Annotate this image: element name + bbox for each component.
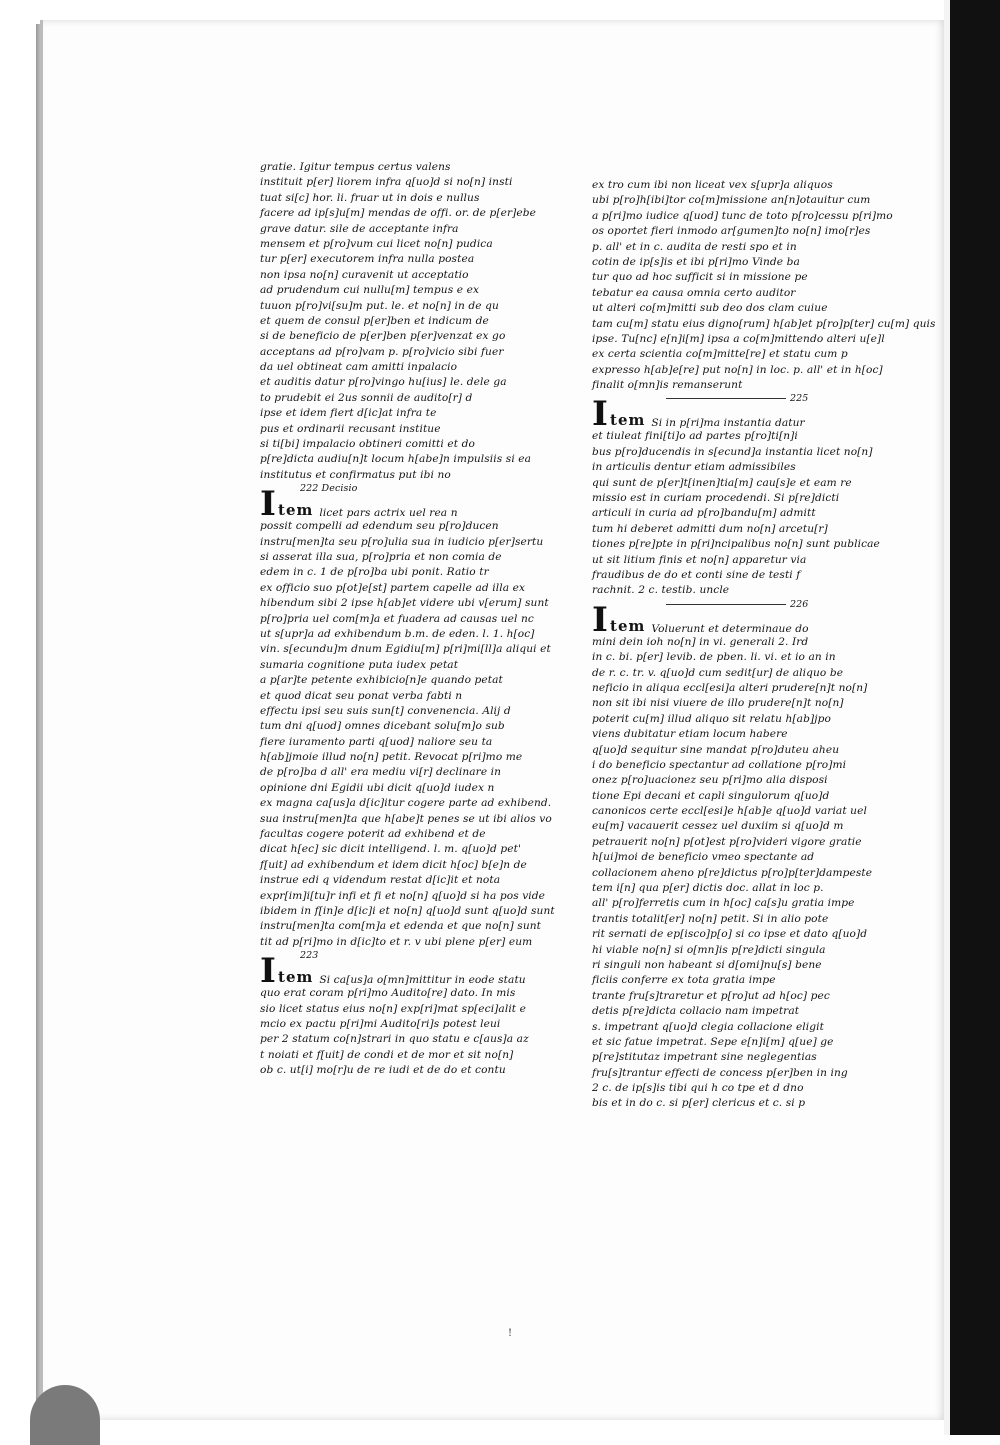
text-line: rachnit. 2 c. testib. uncle: [592, 584, 730, 597]
text-line: tit ad p[ri]mo in d[ic]to et r. v ubi plene p[er] eum: [260, 935, 533, 948]
decorated-initial: I: [592, 599, 609, 640]
text-line: hibendum sibi 2 ipse h[ab]et videre ubi v[erum] sunt: [260, 597, 549, 610]
text-line: tione Epi decani et capli singulorum q[uo]d: [592, 789, 830, 802]
text-line: et auditis datur p[ro]vingo hu[ius] le. dele ga: [260, 376, 507, 389]
text-line: tur quo ad hoc sufficit si in missione pe: [592, 271, 808, 284]
text-line: facultas cogere poterit ad exhibend et de: [260, 828, 486, 841]
text-line: eu[m] vacauerit cessez uel duxiim si q[uo]d m: [592, 820, 844, 833]
text-line: viens dubitatur etiam locum habere: [592, 728, 788, 741]
left-item-1-body: [260, 519, 555, 950]
text-line: instituit p[er] liorem infra q[uo]d si no[n] insti: [260, 176, 513, 189]
text-line: acceptans ad p[ro]vam p. p[ro]vicio sibi fuer: [260, 345, 504, 358]
text-line: vin. s[ecundu]m dnum Egidiu[m] p[ri]mi[ll]a aliqui et: [260, 643, 551, 656]
right-item-1-body: [592, 429, 880, 598]
text-line: petrauerit no[n] p[ot]est p[ro]videri vigore gratie: [592, 835, 862, 848]
text-line: q[uo]d sequitur sine mandat p[ro]duteu aheu: [592, 743, 840, 756]
text-line: pus et ordinarii recusant institue: [260, 422, 441, 435]
text-line: per 2 statum co[n]strari in quo statu e c[aus]a az: [260, 1033, 529, 1046]
text-line: h[ui]moi de beneficio vmeo spectante ad: [592, 851, 815, 864]
text-line: ex magna ca[us]a d[ic]itur cogere parte ad exhibend.: [260, 797, 552, 810]
item-first-line: Voluerunt et determinaue do: [651, 622, 809, 635]
text-line: collacionem aheno p[re]dictus p[ro]p[ter]dampeste: [592, 866, 873, 879]
text-line: sio licet status eius no[n] exp[ri]mat sp[eci]alit e: [260, 1002, 526, 1015]
text-line: to prudebit ei 2us sonnii de audito[r] d: [260, 391, 473, 404]
text-line: ob c. ut[i] mo[r]u de re iudi et de do et contu: [260, 1064, 506, 1077]
text-line: institutus et confirmatus put ibi no: [260, 468, 451, 481]
text-line: onez p[ro]uacionez seu p[ri]mo alia disposi: [592, 774, 828, 787]
right-column-opening-lines: [592, 178, 936, 393]
text-line: fraudibus de do et conti sine de testi f: [592, 568, 801, 581]
text-line: ipse. Tu[nc] e[n]i[m] ipsa a co[m]mittendo alteri u[e]l: [592, 332, 885, 345]
text-line: da uel obtineat cam amitti inpalacio: [260, 361, 458, 374]
text-line: ri singuli non habeant si d[omi]nu[s] bene: [592, 958, 822, 971]
text-line: ut s[upr]a ad exhibendum b.m. de eden. l. 1. h[oc]: [260, 627, 535, 640]
item-first-line: licet pars actrix uel rea n: [319, 507, 458, 520]
right-item-2-body: [592, 635, 873, 1112]
text-line: possit compelli ad edendum seu p[ro]ducen: [260, 520, 499, 533]
text-line: mensem et p[ro]vum cui licet no[n] pudica: [260, 237, 493, 250]
text-line: bis et in do c. si p[er] clericus et c. si p: [592, 1097, 806, 1110]
text-line: de p[ro]ba d all' era mediu vi[r] declinare in: [260, 766, 502, 779]
text-line: fru[s]trantur effecti de concess p[er]ben in ing: [592, 1066, 848, 1079]
text-line: a p[ri]mo iudice q[uod] tunc de toto p[ro]cessu p[ri]mo: [592, 209, 893, 222]
text-line: tuuon p[ro]vi[su]m put. le. et no[n] in de qu: [260, 299, 499, 312]
text-line: et quod dicat seu ponat verba fabti n: [260, 689, 463, 702]
text-line: p[re]stitutaz impetrant sine neglegentias: [592, 1051, 817, 1064]
text-line: ibidem in f[in]e d[ic]i et no[n] q[uo]d sunt q[uo]d sunt: [260, 904, 555, 917]
section-number-226: 226: [592, 599, 842, 611]
text-line: qui sunt de p[er]t[inen]tia[m] cau[s]e et eam re: [592, 476, 852, 489]
text-line: si asserat illa sua, p[ro]pria et non comia de: [260, 550, 502, 563]
text-line: ex certa scientia co[m]mitte[re] et statu cum p: [592, 348, 848, 361]
text-line: tem i[n] qua p[er] dictis doc. allat in loc p.: [592, 882, 824, 895]
text-line: ipse et idem fiert d[ic]at infra te: [260, 407, 437, 420]
item-word: tem: [610, 411, 646, 430]
right-text-column: [592, 178, 936, 1112]
text-line: h[ab]jmoie illud no[n] petit. Revocat p[ri]mo me: [260, 751, 523, 764]
text-line: ad prudendum cui nullu[m] tempus e ex: [260, 284, 480, 297]
text-line: tum dni q[uod] omnes dicebant solu[m]o sub: [260, 720, 505, 733]
text-line: detis p[re]dicta collacio nam impetrat: [592, 1005, 800, 1018]
text-line: si de beneficio de p[er]ben p[er]venzat ex go: [260, 330, 506, 343]
text-line: dicat h[ec] sic dicit intelligend. l. m. q[uo]d pet': [260, 843, 521, 856]
text-line: ex tro cum ibi non liceat vex s[upr]a aliquos: [592, 179, 833, 191]
text-line: tur p[er] executorem infra nulla postea: [260, 253, 475, 266]
text-line: in c. bi. p[er] levib. de pben. li. vi. et io an in: [592, 651, 836, 664]
text-line: hi viable no[n] si o[mn]is p[re]dicti singula: [592, 943, 826, 956]
text-line: ut alteri co[m]mitti sub deo dos clam cuiue: [592, 302, 828, 315]
text-line: expresso h[ab]e[re] put no[n] in loc. p. all' et in h[oc]: [592, 363, 883, 376]
text-line: p[ro]pria uel com[m]a et fuadera ad causas uel nc: [260, 612, 534, 625]
text-line: sua instru[men]ta que h[abe]t penes se ut ibi alios vo: [260, 812, 552, 825]
text-line: de r. c. tr. v. q[uo]d cum sedit[ur] de aliquo be: [592, 666, 844, 679]
item-word: tem: [610, 616, 646, 635]
text-line: instrue edi q videndum restat d[ic]it et nota: [260, 874, 501, 887]
text-line: t noiati et f[uit] de condi et de mor et sit no[n]: [260, 1048, 514, 1061]
text-line: non sit ibi nisi viuere de illo prudere[n]t no[n]: [592, 697, 844, 710]
text-line: tuat si[c] hor. li. fruar ut in dois e nullus: [260, 191, 480, 204]
text-line: sumaria cognitione puta iudex petat: [260, 658, 459, 671]
scan-edge-right: [950, 0, 1000, 1435]
section-number-225: 225: [592, 393, 842, 405]
text-line: tebatur ea causa omnia certo auditor: [592, 286, 796, 299]
item-first-line: Si ca[us]a o[mn]mittitur in eode statu: [319, 974, 526, 987]
text-line: rit sernati de ep[isco]p[o] si co ipse et dato q[uo]d: [592, 928, 868, 941]
left-column-opening-lines: [260, 160, 537, 483]
text-line: bus p[ro]ducendis in s[ecund]a instantia licet no[n]: [592, 445, 873, 458]
text-line: canonicos certe eccl[esi]e h[ab]e q[uo]d variat uel: [592, 805, 867, 818]
text-line: opinione dni Egidii ubi dicit q[uo]d iudex n: [260, 781, 495, 794]
text-line: si ti[bi] impalacio obtineri comitti et do: [260, 438, 475, 451]
text-line: mini dein ioh no[n] in vi. generali 2. Ird: [592, 635, 809, 648]
decorated-initial: I: [592, 394, 609, 435]
item-first-line: Si in p[ri]ma instantia datur: [651, 417, 805, 430]
text-line: tum hi deberet admitti dum no[n] arcetu[r]: [592, 522, 828, 535]
left-text-column: [260, 160, 555, 1078]
text-line: poterit cu[m] illud aliquo sit relatu h[ab]jpo: [592, 712, 831, 725]
text-line: ficiis conferre ex tota gratia impe: [592, 974, 776, 987]
text-line: edem in c. 1 de p[ro]ba ubi ponit. Ratio tr: [260, 566, 489, 579]
text-line: instru[men]ta seu p[ro]ulia sua in iudicio p[er]sertu: [260, 535, 544, 548]
section-number-222: 222 Decisio: [300, 483, 358, 495]
text-line: et tiuleat fini[ti]o ad partes p[ro]ti[n]i: [592, 430, 798, 443]
text-line: instru[men]ta com[m]a et edenda et que no[n] sunt: [260, 920, 542, 933]
text-line: ubi p[ro]h[ibi]tor co[m]missione an[n]otauitur cum: [592, 194, 871, 207]
item-word: tem: [278, 501, 314, 520]
text-line: fiere iuramento parti q[uod] naliore seu ta: [260, 735, 493, 748]
text-line: a p[ar]te petente exhibicio[n]e quando petat: [260, 674, 503, 687]
text-line: effectu ipsi seu suis sun[t] convenencia. Alij d: [260, 704, 511, 717]
decorated-initial: I: [260, 951, 277, 992]
text-line: gratie. Igitur tempus certus valens: [260, 161, 451, 173]
text-line: s. impetrant q[uo]d clegia collacione eligit: [592, 1020, 825, 1033]
text-line: tam cu[m] statu eius digno[rum] h[ab]et p[ro]p[ter] cu[m] quis: [592, 317, 936, 330]
left-item-2-body: [260, 986, 532, 1078]
text-line: p. all' et in c. audita de resti spo et in: [592, 240, 797, 253]
text-line: mcio ex pactu p[ri]mi Audito[ri]s potest leui: [260, 1017, 501, 1030]
text-line: quo erat coram p[ri]mo Audito[re] dato. In mis: [260, 987, 516, 1000]
text-line: ex officio suo p[ot]e[st] partem capelle ad illa ex: [260, 581, 526, 594]
text-line: f[uit] ad exhibendum et idem dicit h[oc] b[e]n de: [260, 858, 527, 871]
text-line: i do beneficio spectantur ad collatione p[ro]mi: [592, 758, 847, 771]
page-mark: !: [508, 1328, 513, 1339]
text-line: trantis totalit[er] no[n] petit. Si in alio pote: [592, 912, 829, 925]
text-line: missio est in curiam procedendi. Si p[re]dicti: [592, 492, 840, 505]
text-line: non ipsa no[n] curavenit ut acceptatio: [260, 268, 469, 281]
text-line: et sic fatue impetrat. Sepe e[n]i[m] q[ue] ge: [592, 1035, 834, 1048]
item-word: tem: [278, 968, 314, 987]
text-line: expr[im]i[tu]r infi et fi et no[n] q[uo]d si ha pos vide: [260, 889, 546, 902]
text-line: 2 c. de ip[s]is tibi qui h co tpe et d dno: [592, 1082, 804, 1095]
text-line: facere ad ip[s]u[m] mendas de offi. or. de p[er]ebe: [260, 207, 537, 220]
text-line: finalit o[mn]is remanserunt: [592, 379, 743, 392]
text-line: os oportet fieri inmodo ar[gumen]to no[n] imo[r]es: [592, 225, 871, 238]
text-line: all' p[ro]ferretis cum in h[oc] ca[s]u gratia impe: [592, 897, 855, 910]
text-line: in articulis dentur etiam admissibiles: [592, 461, 796, 474]
text-line: grave datur. sile de acceptante infra: [260, 222, 459, 235]
section-number-223: 223: [300, 950, 319, 962]
text-line: neficio in aliqua eccl[esi]a alteri prudere[n]t no[n]: [592, 681, 868, 694]
text-line: trante fru[s]traretur et p[ro]ut ad h[oc] pec: [592, 989, 830, 1002]
text-line: cotin de ip[s]is et ibi p[ri]mo Vinde ba: [592, 255, 800, 268]
text-line: ut sit litium finis et no[n] apparetur via: [592, 553, 807, 566]
text-line: tiones p[re]pte in p[ri]ncipalibus no[n] sunt publicae: [592, 538, 880, 551]
decorated-initial: I: [260, 484, 277, 525]
text-line: p[re]dicta audiu[n]t locum h[abe]n impulsiis si ea: [260, 453, 532, 466]
text-line: et quem de consul p[er]ben et indicum de: [260, 314, 489, 327]
text-line: articuli in curia ad p[ro]bandu[m] admitt: [592, 507, 816, 520]
